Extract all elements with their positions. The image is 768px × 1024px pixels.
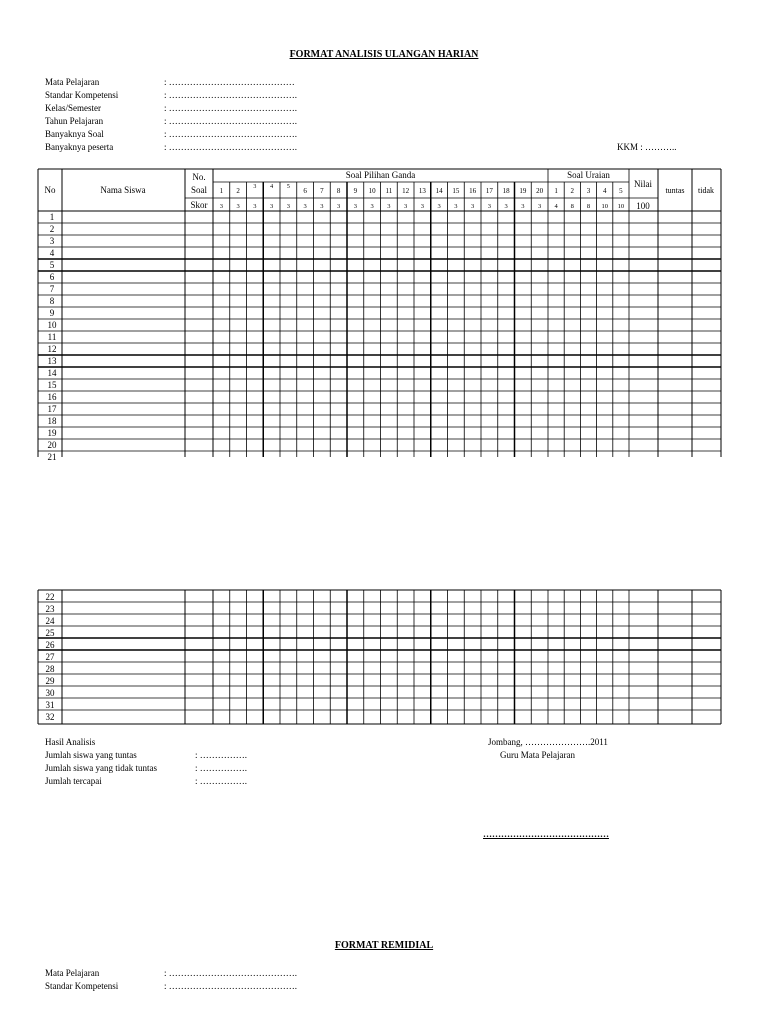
pg-number: 8	[336, 187, 341, 195]
info-value: : …………………………………….	[164, 116, 298, 126]
row-number: 12	[47, 344, 57, 354]
pg-score: 3	[521, 203, 525, 210]
header-tuntas: tuntas	[665, 186, 685, 195]
header-soal: Soal	[190, 185, 208, 195]
row-number: 18	[47, 416, 57, 426]
info-value: : …………………………………….	[164, 90, 298, 100]
info-value: : ……………………………………	[164, 77, 295, 87]
pg-number: 20	[536, 187, 544, 195]
info-label: Tahun Pelajaran	[45, 116, 104, 126]
pg-number: 12	[402, 187, 410, 195]
header-pilihan-ganda: Soal Pilihan Ganda	[345, 170, 416, 180]
pg-score: 3	[270, 203, 274, 210]
pg-number: 3	[253, 184, 257, 190]
pg-number: 13	[418, 187, 426, 195]
ur-score: 4	[554, 203, 558, 210]
row-number: 11	[47, 332, 57, 342]
row-number: 23	[45, 604, 55, 614]
ur-number: 2	[570, 187, 575, 195]
row-number: 32	[45, 712, 55, 722]
ur-score: 8	[570, 203, 574, 210]
pg-score: 3	[320, 203, 324, 210]
header-soal-uraian: Soal Uraian	[567, 170, 610, 180]
ur-number: 4	[602, 187, 607, 195]
pg-score: 3	[219, 203, 223, 210]
info-label: Standar Kompetensi	[45, 981, 119, 991]
hasil-value: : …………….	[195, 750, 248, 760]
pg-score: 3	[437, 203, 441, 210]
row-number: 8	[49, 296, 55, 306]
header-nilai: Nilai	[634, 179, 652, 189]
row-number: 4	[49, 248, 55, 258]
row-number: 7	[49, 284, 55, 294]
row-number: 30	[45, 688, 55, 698]
row-number: 28	[45, 664, 55, 674]
row-number: 3	[49, 236, 55, 246]
row-number: 17	[47, 404, 57, 414]
hasil-label: Jumlah tercapai	[45, 776, 102, 786]
row-number: 25	[45, 628, 55, 638]
pg-number: 7	[320, 187, 324, 195]
hasil-title: Hasil Analisis	[45, 737, 96, 747]
info-value: : …………………………………….	[164, 129, 298, 139]
pg-number: 6	[303, 187, 307, 195]
row-number: 22	[45, 592, 55, 602]
row-number: 27	[45, 652, 55, 662]
row-number: 16	[47, 392, 57, 402]
ur-score: 10	[617, 203, 625, 210]
ur-number: 1	[554, 187, 558, 195]
pg-number: 9	[353, 187, 358, 195]
info-label: Banyaknya Soal	[45, 129, 104, 139]
info-value: : …………………………………….	[164, 103, 298, 113]
pg-number: 10	[368, 187, 376, 195]
pg-score: 3	[504, 203, 508, 210]
row-number: 10	[47, 320, 57, 330]
hasil-label: Jumlah siswa yang tidak tuntas	[45, 763, 157, 773]
pg-score: 3	[471, 203, 475, 210]
row-number: 19	[47, 428, 57, 438]
hasil-label: Jumlah siswa yang tuntas	[45, 750, 137, 760]
row-number: 20	[47, 440, 57, 450]
kkm-label: KKM : ………..	[617, 142, 677, 152]
info-label: Standar Kompetensi	[45, 90, 119, 100]
signature-line: ……………………………………	[483, 829, 609, 839]
row-number: 31	[45, 700, 55, 710]
ur-score: 8	[586, 203, 591, 210]
pg-number: 4	[270, 184, 274, 190]
pg-score: 3	[420, 203, 424, 210]
pg-score: 3	[286, 203, 290, 210]
header-no: No	[44, 185, 56, 195]
header-tidak: tidak	[698, 186, 714, 195]
row-number: 29	[45, 676, 55, 686]
page-title: FORMAT ANALISIS ULANGAN HARIAN	[289, 49, 479, 60]
info-label: Banyaknya peserta	[45, 142, 114, 152]
row-number: 9	[49, 308, 55, 318]
nilai-max: 100	[636, 201, 650, 211]
row-number: 6	[49, 272, 55, 282]
pg-score: 3	[253, 203, 257, 210]
pg-number: 5	[286, 184, 290, 190]
pg-score: 3	[454, 203, 458, 210]
info-label: Mata Pelajaran	[45, 968, 100, 978]
row-number: 14	[47, 368, 57, 378]
pg-score: 3	[337, 203, 341, 210]
hasil-value: : …………….	[195, 763, 248, 773]
ur-number: 3	[586, 187, 591, 195]
pg-number: 17	[485, 187, 493, 195]
pg-score: 3	[303, 203, 307, 210]
pg-score: 3	[236, 203, 240, 210]
hasil-value: : …………….	[195, 776, 248, 786]
pg-score: 3	[538, 203, 542, 210]
row-number: 15	[47, 380, 57, 390]
pg-number: 18	[502, 187, 510, 195]
row-number: 26	[45, 640, 55, 650]
info-value: : …………………………………….	[164, 142, 298, 152]
row-number: 21	[47, 452, 57, 462]
row-number: 13	[47, 356, 57, 366]
info-label: Kelas/Semester	[45, 103, 101, 113]
ur-number: 5	[619, 187, 623, 195]
pg-score: 3	[370, 203, 374, 210]
pg-score: 3	[404, 203, 408, 210]
pg-score: 3	[387, 203, 391, 210]
pg-number: 1	[219, 187, 224, 195]
row-number: 5	[49, 260, 55, 270]
info-label: Mata Pelajaran	[45, 77, 100, 87]
place-date: Jombang, ………………….2011	[488, 737, 608, 747]
header-skor: Skor	[190, 200, 208, 210]
pg-number: 19	[519, 187, 527, 195]
pg-number: 15	[452, 187, 460, 195]
info-value: : …………………………………….	[164, 968, 298, 978]
row-number: 1	[49, 212, 55, 222]
pg-score: 3	[353, 203, 357, 210]
row-number: 24	[45, 616, 55, 626]
header-no-soal: No.	[192, 172, 206, 182]
pg-number: 2	[236, 187, 240, 195]
remidial-title: FORMAT REMIDIAL	[334, 940, 434, 951]
header-nama-siswa: Nama Siswa	[100, 185, 146, 195]
info-value: : …………………………………….	[164, 981, 298, 991]
pg-number: 14	[435, 187, 443, 195]
pg-score: 3	[487, 203, 491, 210]
pg-number: 16	[469, 187, 477, 195]
ur-score: 10	[601, 203, 608, 210]
pg-number: 11	[385, 187, 393, 195]
signature-role: Guru Mata Pelajaran	[500, 750, 575, 760]
row-number: 2	[49, 224, 55, 234]
